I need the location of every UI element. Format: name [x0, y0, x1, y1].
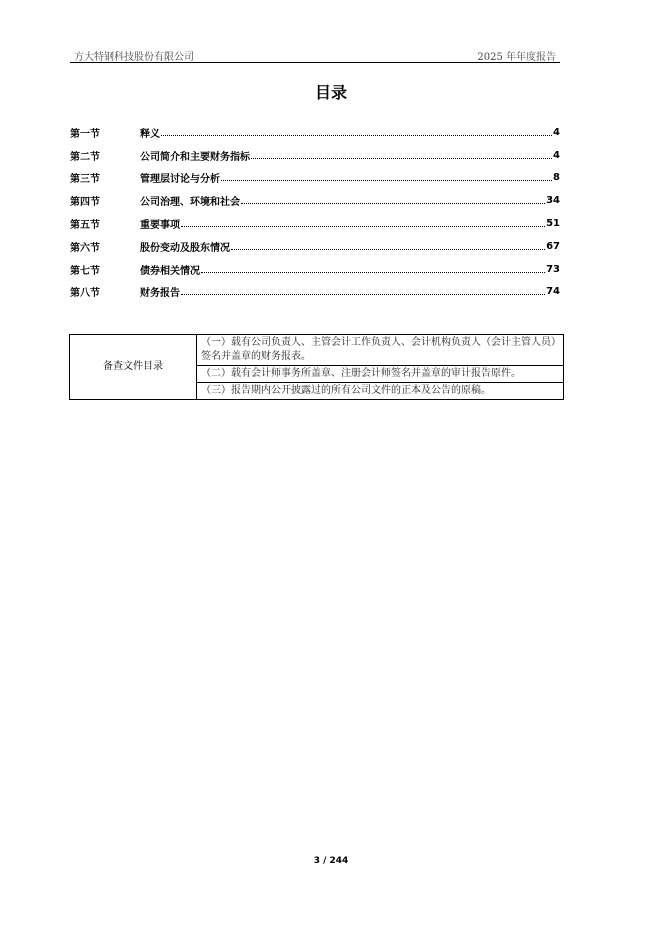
toc-page-number: 34 [546, 195, 560, 207]
page-title: 目录 [314, 83, 347, 102]
toc-section-number: 第八节 [70, 288, 100, 300]
header-report-title: 2025 年年度报告 [477, 52, 556, 63]
toc-leader-dots [241, 195, 545, 204]
toc-page-number: 73 [546, 263, 560, 275]
toc-section-number: 第四节 [70, 197, 100, 209]
toc-page-number: 51 [546, 218, 560, 230]
toc-section-title: 公司简介和主要财务指标 [140, 151, 250, 163]
toc-page-number: 4 [553, 149, 560, 161]
toc-leader-dots [221, 172, 552, 181]
toc-section-number: 第六节 [70, 242, 100, 254]
toc-entry[interactable] [70, 281, 560, 304]
toc-leader-dots [231, 241, 545, 250]
table-row [70, 335, 564, 366]
toc-entry[interactable] [70, 212, 560, 235]
toc-section-title: 公司治理、环境和社会 [140, 197, 240, 209]
table-of-contents [70, 121, 560, 303]
toc-section-number: 第五节 [70, 220, 100, 232]
reference-documents-label: 备查文件目录 [70, 335, 197, 400]
toc-page-number: 67 [546, 240, 560, 252]
reference-documents-table [69, 334, 564, 400]
toc-entry[interactable] [70, 167, 560, 190]
reference-document-item: （三）报告期内公开披露过的所有公司文件的正本及公告的原稿。 [197, 383, 564, 400]
toc-section-number: 第一节 [70, 128, 100, 140]
toc-section-number: 第二节 [70, 151, 100, 163]
toc-leader-dots [201, 264, 545, 273]
toc-entry[interactable] [70, 189, 560, 212]
toc-page-number: 8 [553, 172, 560, 184]
toc-section-title: 重要事项 [140, 220, 180, 232]
toc-leader-dots [181, 218, 545, 227]
page-number: 3 / 244 [313, 856, 349, 866]
toc-section-title: 股份变动及股东情况 [140, 242, 230, 254]
reference-document-item: （一）载有公司负责人、主管会计工作负责人、会计机构负责人（会计主管人员）签名并盖章的财务报表。 [197, 335, 564, 366]
toc-leader-dots [161, 127, 552, 136]
toc-entry[interactable] [70, 235, 560, 258]
reference-document-item: （二）载有会计师事务所盖章、注册会计师签名并盖章的审计报告原件。 [197, 366, 564, 383]
page-header [70, 46, 560, 63]
toc-page-number: 74 [546, 286, 560, 298]
toc-section-title: 管理层讨论与分析 [140, 174, 220, 186]
header-company-name: 方大特钢科技股份有限公司 [74, 52, 194, 63]
toc-section-title: 财务报告 [140, 288, 180, 300]
toc-entry[interactable] [70, 121, 560, 144]
toc-section-title: 释义 [140, 128, 160, 140]
toc-entry[interactable] [70, 144, 560, 167]
toc-page-number: 4 [553, 126, 560, 138]
toc-section-title: 债券相关情况 [140, 265, 200, 277]
toc-section-number: 第三节 [70, 174, 100, 186]
toc-section-number: 第七节 [70, 265, 100, 277]
toc-entry[interactable] [70, 258, 560, 281]
toc-leader-dots [251, 150, 552, 159]
toc-leader-dots [181, 286, 545, 295]
